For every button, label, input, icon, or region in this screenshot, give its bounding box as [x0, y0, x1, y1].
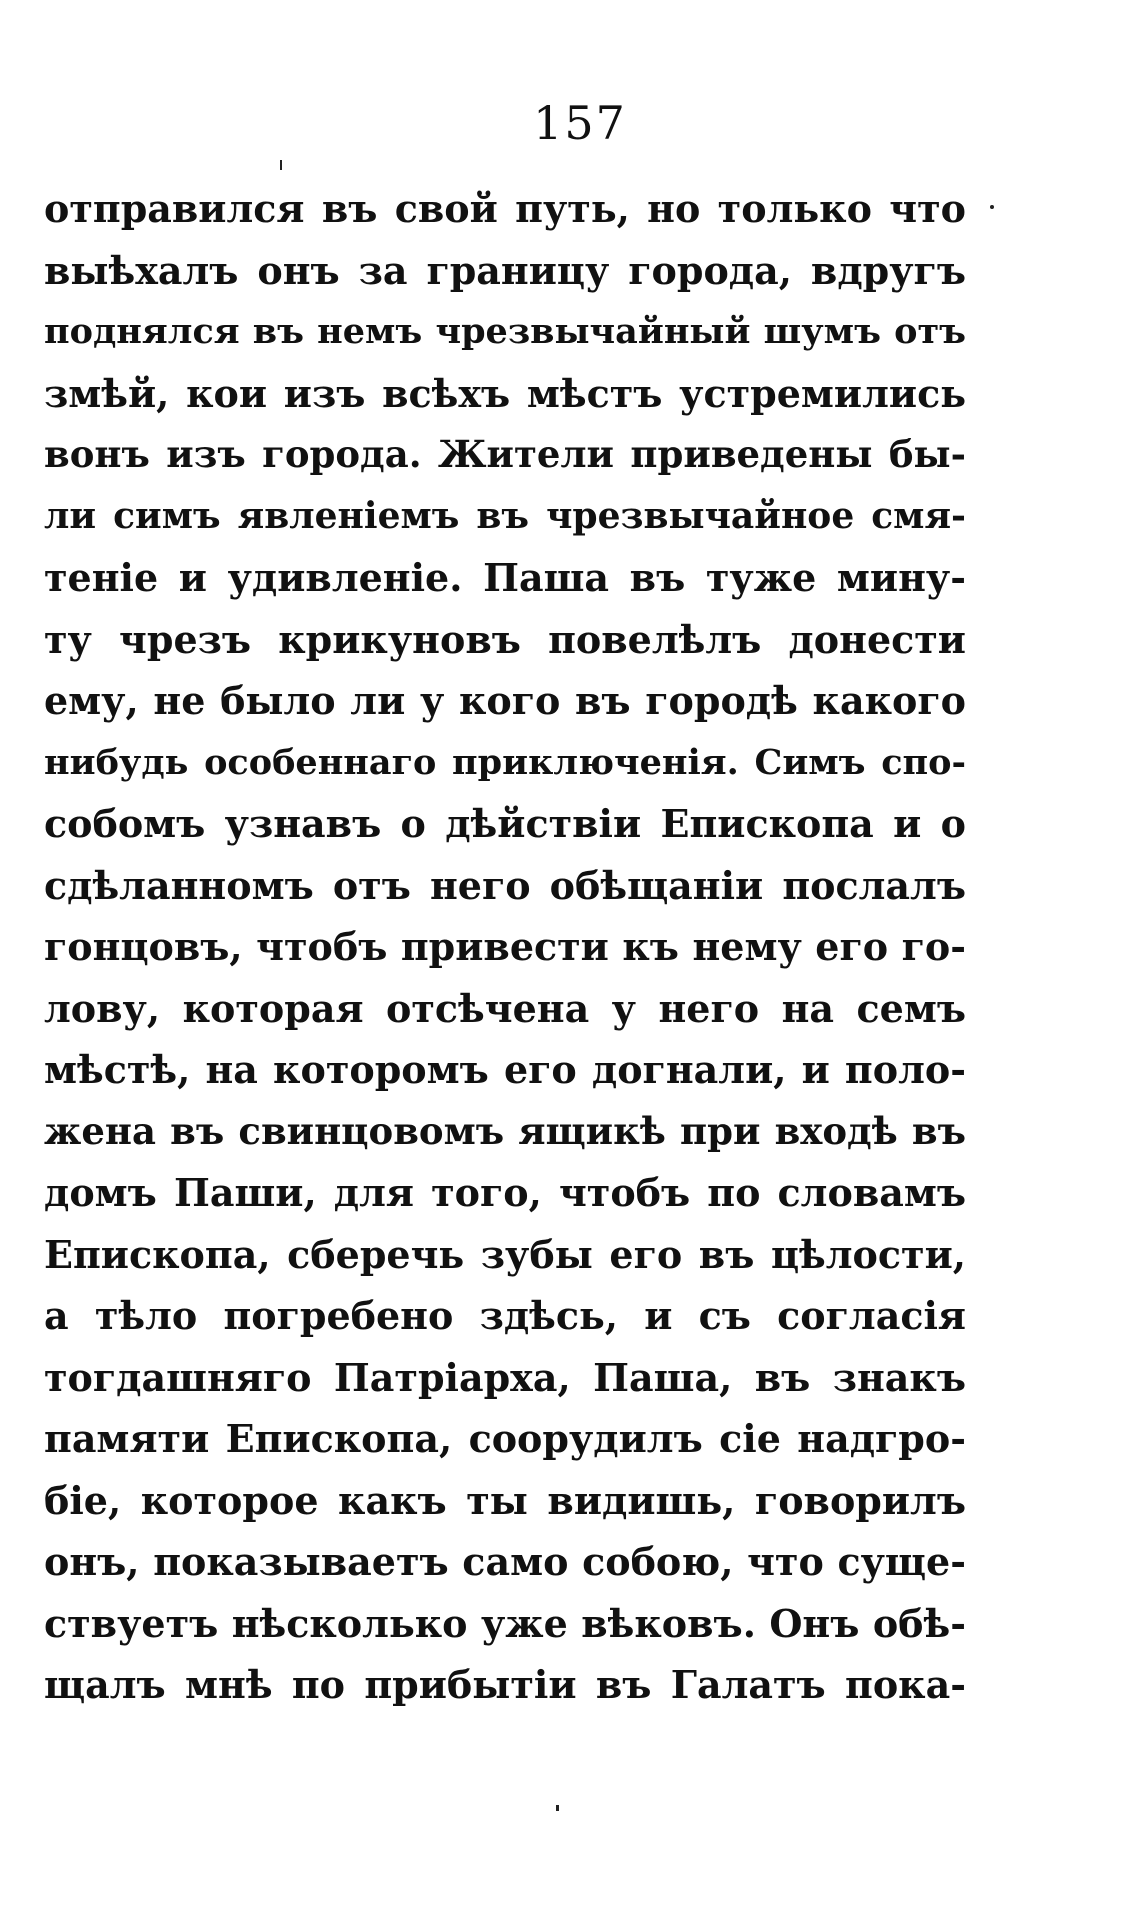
- text-line: Епископа, сберечь зубы его въ цѣлости,: [44, 1231, 966, 1277]
- text-line: выѣхалъ онъ за границу города, вдругъ: [44, 247, 966, 293]
- text-line: сдѣланномъ отъ него обѣщаніи послалъ: [44, 862, 966, 908]
- text-line: щалъ мнѣ по прибытіи въ Галатъ пока-: [44, 1662, 966, 1707]
- text-line: отправился въ свой путь, но только что: [44, 186, 966, 231]
- text-line: тогдашняго Патріарха, Паша, въ знакъ: [44, 1354, 966, 1400]
- text-line: теніе и удивленіе. Паша въ туже мину-: [44, 555, 966, 600]
- text-line: мѣстѣ, на которомъ его догнали, и поло-: [44, 1047, 966, 1092]
- text-line: жена въ свинцовомъ ящикѣ при входѣ въ: [44, 1108, 966, 1153]
- text-line: змѣй, кои изъ всѣхъ мѣстъ устремились: [44, 370, 966, 416]
- text-line: памяти Епископа, соорудилъ сіе надгро-: [44, 1416, 966, 1461]
- text-line: ему, не было ли у кого въ городѣ какого: [44, 678, 966, 723]
- text-line: ствуетъ нѣсколько уже вѣковъ. Онъ обѣ-: [44, 1600, 966, 1646]
- text-line: ли симъ явленіемъ въ чрезвычайное смя-: [44, 494, 966, 537]
- body-text: [44, 178, 966, 1716]
- page-number: 157: [533, 96, 627, 150]
- text-line: поднялся въ немъ чрезвычайный шумъ отъ: [44, 311, 966, 352]
- print-speck: [990, 205, 994, 209]
- text-line: біе, которое какъ ты видишь, говорилъ: [44, 1477, 966, 1523]
- text-line: вонъ изъ города. Жители приведены бы-: [44, 432, 966, 476]
- text-line: гонцовъ, чтобъ привести къ нему его го-: [44, 924, 966, 969]
- text-line: собомъ узнавъ о дѣйствіи Епископа и о: [44, 801, 966, 846]
- print-speck: [556, 1805, 559, 1811]
- text-line: лову, которая отсѣчена у него на семъ: [44, 985, 966, 1031]
- print-speck: [280, 160, 282, 170]
- text-line: домъ Паши, для того, чтобъ по словамъ: [44, 1170, 966, 1215]
- text-line: ту чрезъ крикуновъ повелѣлъ донести: [44, 616, 966, 662]
- text-line: а тѣло погребено здѣсь, и съ согласія: [44, 1293, 966, 1338]
- text-line: нибудь особеннаго приключенія. Симъ спо-: [44, 741, 966, 783]
- text-line: онъ, показываетъ само собою, что суще-: [44, 1539, 966, 1584]
